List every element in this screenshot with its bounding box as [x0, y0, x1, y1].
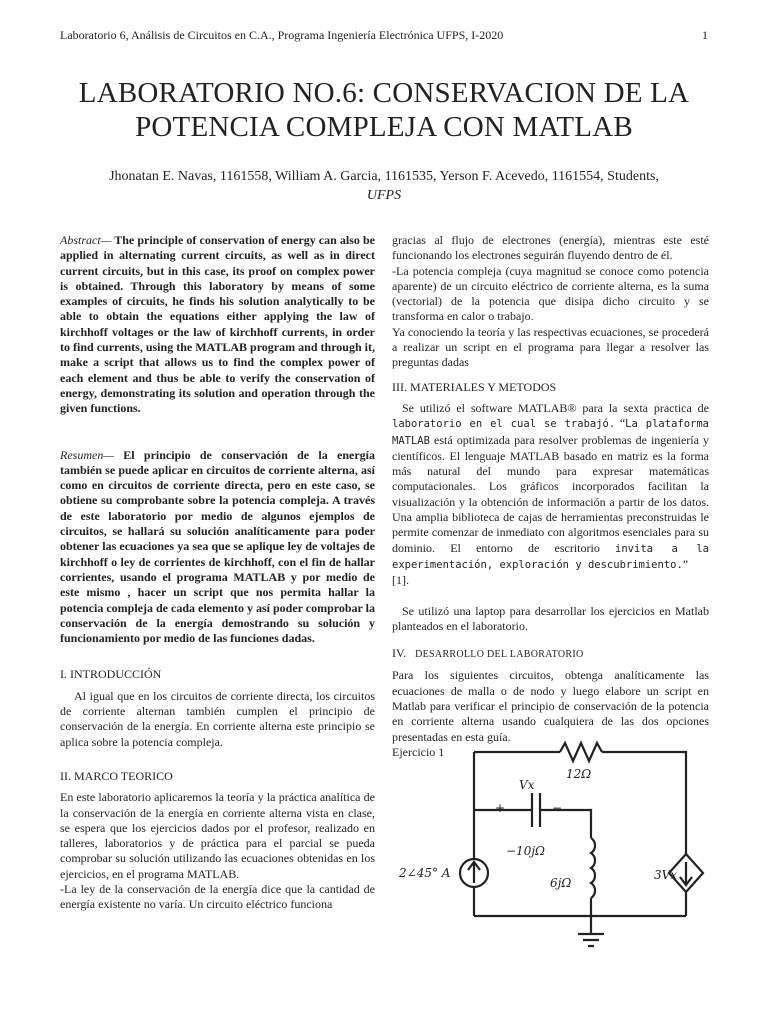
- title-line-2: POTENCIA COMPLEJA CON MATLAB: [135, 111, 633, 143]
- materiales-heading: III. MATERIALES Y METODOS: [392, 379, 557, 394]
- wire-top-right: [602, 752, 686, 916]
- inductor-label: 6jΩ: [550, 876, 572, 890]
- marco-paragraph-3: -La potencia compleja (cuya magnitud se conoce como potencia aparente) de un circuito eléctrico de corriente alterna, es la suma (vectorial) de la potencia que disipa dicho circuito y se transforma en calor o trabajo.: [392, 263, 709, 324]
- source-label: 2∠45° A: [399, 866, 451, 880]
- intro-text: Al igual que en los circuitos de corriente directa, los circuitos de corriente alternan también cumplen el principio de conservación de la energía. En corriente alterna este principio se aplica sobre la potencia compleja.: [60, 688, 375, 749]
- desarrollo-paragraph: Para los siguientes circuitos, obtenga analíticamente las ecuaciones de malla o de nodo y luego elabore un script en Matlab para verificar el principio de conservación de la potencia en corriente alterna usando cualquiera de las dos opciones presentadas en esta guía.: [392, 668, 709, 744]
- marco-heading: II. MARCO TEORICO: [60, 768, 173, 783]
- page-number: 1: [702, 28, 708, 42]
- resistor-label: 12Ω: [566, 767, 592, 781]
- marco-continuation: gracias al flujo de electrones (energía), mientras este esté funcionando los electrones seguirán fluyendo dentro de él.: [392, 233, 709, 263]
- intro-heading: I. INTRODUCCIÓN: [60, 667, 162, 682]
- abstract-label: Abstract—: [60, 233, 112, 247]
- mat-text-a: Se utilizó el software MATLAB® para la sexta practica de: [402, 400, 709, 415]
- mat-mono-2: La plataforma MATLAB: [392, 418, 710, 447]
- mat-text-d: ”: [682, 556, 689, 571]
- dependent-source-label: 3Vx: [654, 868, 678, 882]
- resistor-12ohm: [560, 743, 602, 761]
- minus-sign: −: [552, 801, 563, 815]
- ejercicio-label: Ejercicio 1: [392, 744, 445, 759]
- marco-paragraph-2: -La ley de la conservación de la energía dice que la cantidad de energía existente no varía. Un circuito eléctrico funciona: [60, 881, 375, 912]
- wire-cap-right: [540, 810, 591, 838]
- desarrollo-title: DESARROLLO DEL LABORATORIO: [415, 649, 584, 661]
- plus-sign: +: [495, 801, 506, 815]
- reference-1: [1].: [392, 573, 409, 588]
- mat-mono-3: invita a la experimentación, exploración y descubrimiento.: [392, 542, 709, 571]
- mat-mono-1: laboratorio en el cual se trabajó.: [392, 418, 616, 431]
- marco-paragraph-4: Ya conociendo la teoría y las respectivas ecuaciones, se procederá a realizar un script en el programa para llegar a resolver las preguntas dadas: [392, 324, 709, 370]
- inductor-6j: [591, 838, 595, 898]
- ground-symbol: [578, 934, 604, 946]
- affiliation: UFPS: [366, 188, 402, 203]
- title-line-1: LABORATORIO NO.6: CONSERVACION DE LA: [78, 77, 690, 109]
- vx-label: Vx: [519, 778, 535, 792]
- capacitor-label: −10jΩ: [506, 844, 545, 858]
- author-names: Jhonatan E. Navas, 1161558, William A. Garcia, 1161535, Yerson F. Acevedo, 1161554, Students,: [109, 169, 659, 184]
- running-header-text: Laboratorio 6, Análisis de Circuitos en C.A., Programa Ingeniería Electrónica UFPS, I-2020: [60, 28, 504, 42]
- materiales-paragraph-2: Se utilizó una laptop para desarrollar los ejercicios en Matlab planteados en el laboratorio.: [392, 603, 709, 633]
- resumen-text: El principio de conservación de la energía también se puede aplicar en circuitos de corriente alterna, así como en circuitos de corriente directa, pero en este caso, se obtiene su comprobante sobre la potencia compleja. A través de este laboratorio por medio de algunos ejemplos de circuitos, se hallará su solución analíticamente para poder obtener las ecuaciones ya sea que se aplique ley de voltajes de kirchhoff o ley de corrientes de kirchhoff, con el fin de hallar corrientes, usando el programa MATLAB y por medio de este mismo , hacer un script que nos permita hallar la potencia compleja de cada elemento y así poder comprobar la conservación de la energía demostrando su solución y funcionamiento por medio de las funciones dadas.: [60, 447, 375, 646]
- mat-text-c: está optimizada para resolver problemas de ingeniería y científicos. El lenguaje MATLAB basado en matriz es la forma más natural del mundo para expresar matemáticas computacionales. Los gráficos incorporados facilitan la visualización y la obtención de información a partir de los datos. Una amplia biblioteca de cajas de herramientas preconstruidas le permite comenzar de inmediato con algoritmos esenciales para su dominio. El entorno de escritorio: [392, 432, 709, 555]
- mat-text-b: “: [615, 416, 626, 431]
- desarrollo-number: IV.: [392, 646, 407, 661]
- abstract-text: The principle of conservation of energy can also be applied in alternating current circuits, as well as in direct current circuits, but in this case, its proof on complex power is obtained. Through this laboratory by means of some examples of circuits, he finds his solution analytically to be able to obtain the equations either applying the law of kirchhoff voltages or the law of kirchhoff currents, in order to find currents, using the MATLAB program and through it, make a script that allows us to find the complex power of each element and thus be able to verify the conservation of energy, demonstrating its solution and operation through the given functions.: [60, 233, 375, 416]
- resumen-label: Resumen—: [60, 447, 114, 462]
- marco-paragraph-1: En este laboratorio aplicaremos la teoría y la práctica analítica de la conservación de la energía en corriente alterna vista en clase, se espera que los ejercicios dados por el profesor, realizado en talleres, laboratorios y de práctica para el parcial se pueda comprobar su solución utilizando las ecuaciones obtenidas en los ejercicios, en el programa MATLAB.: [60, 790, 375, 881]
